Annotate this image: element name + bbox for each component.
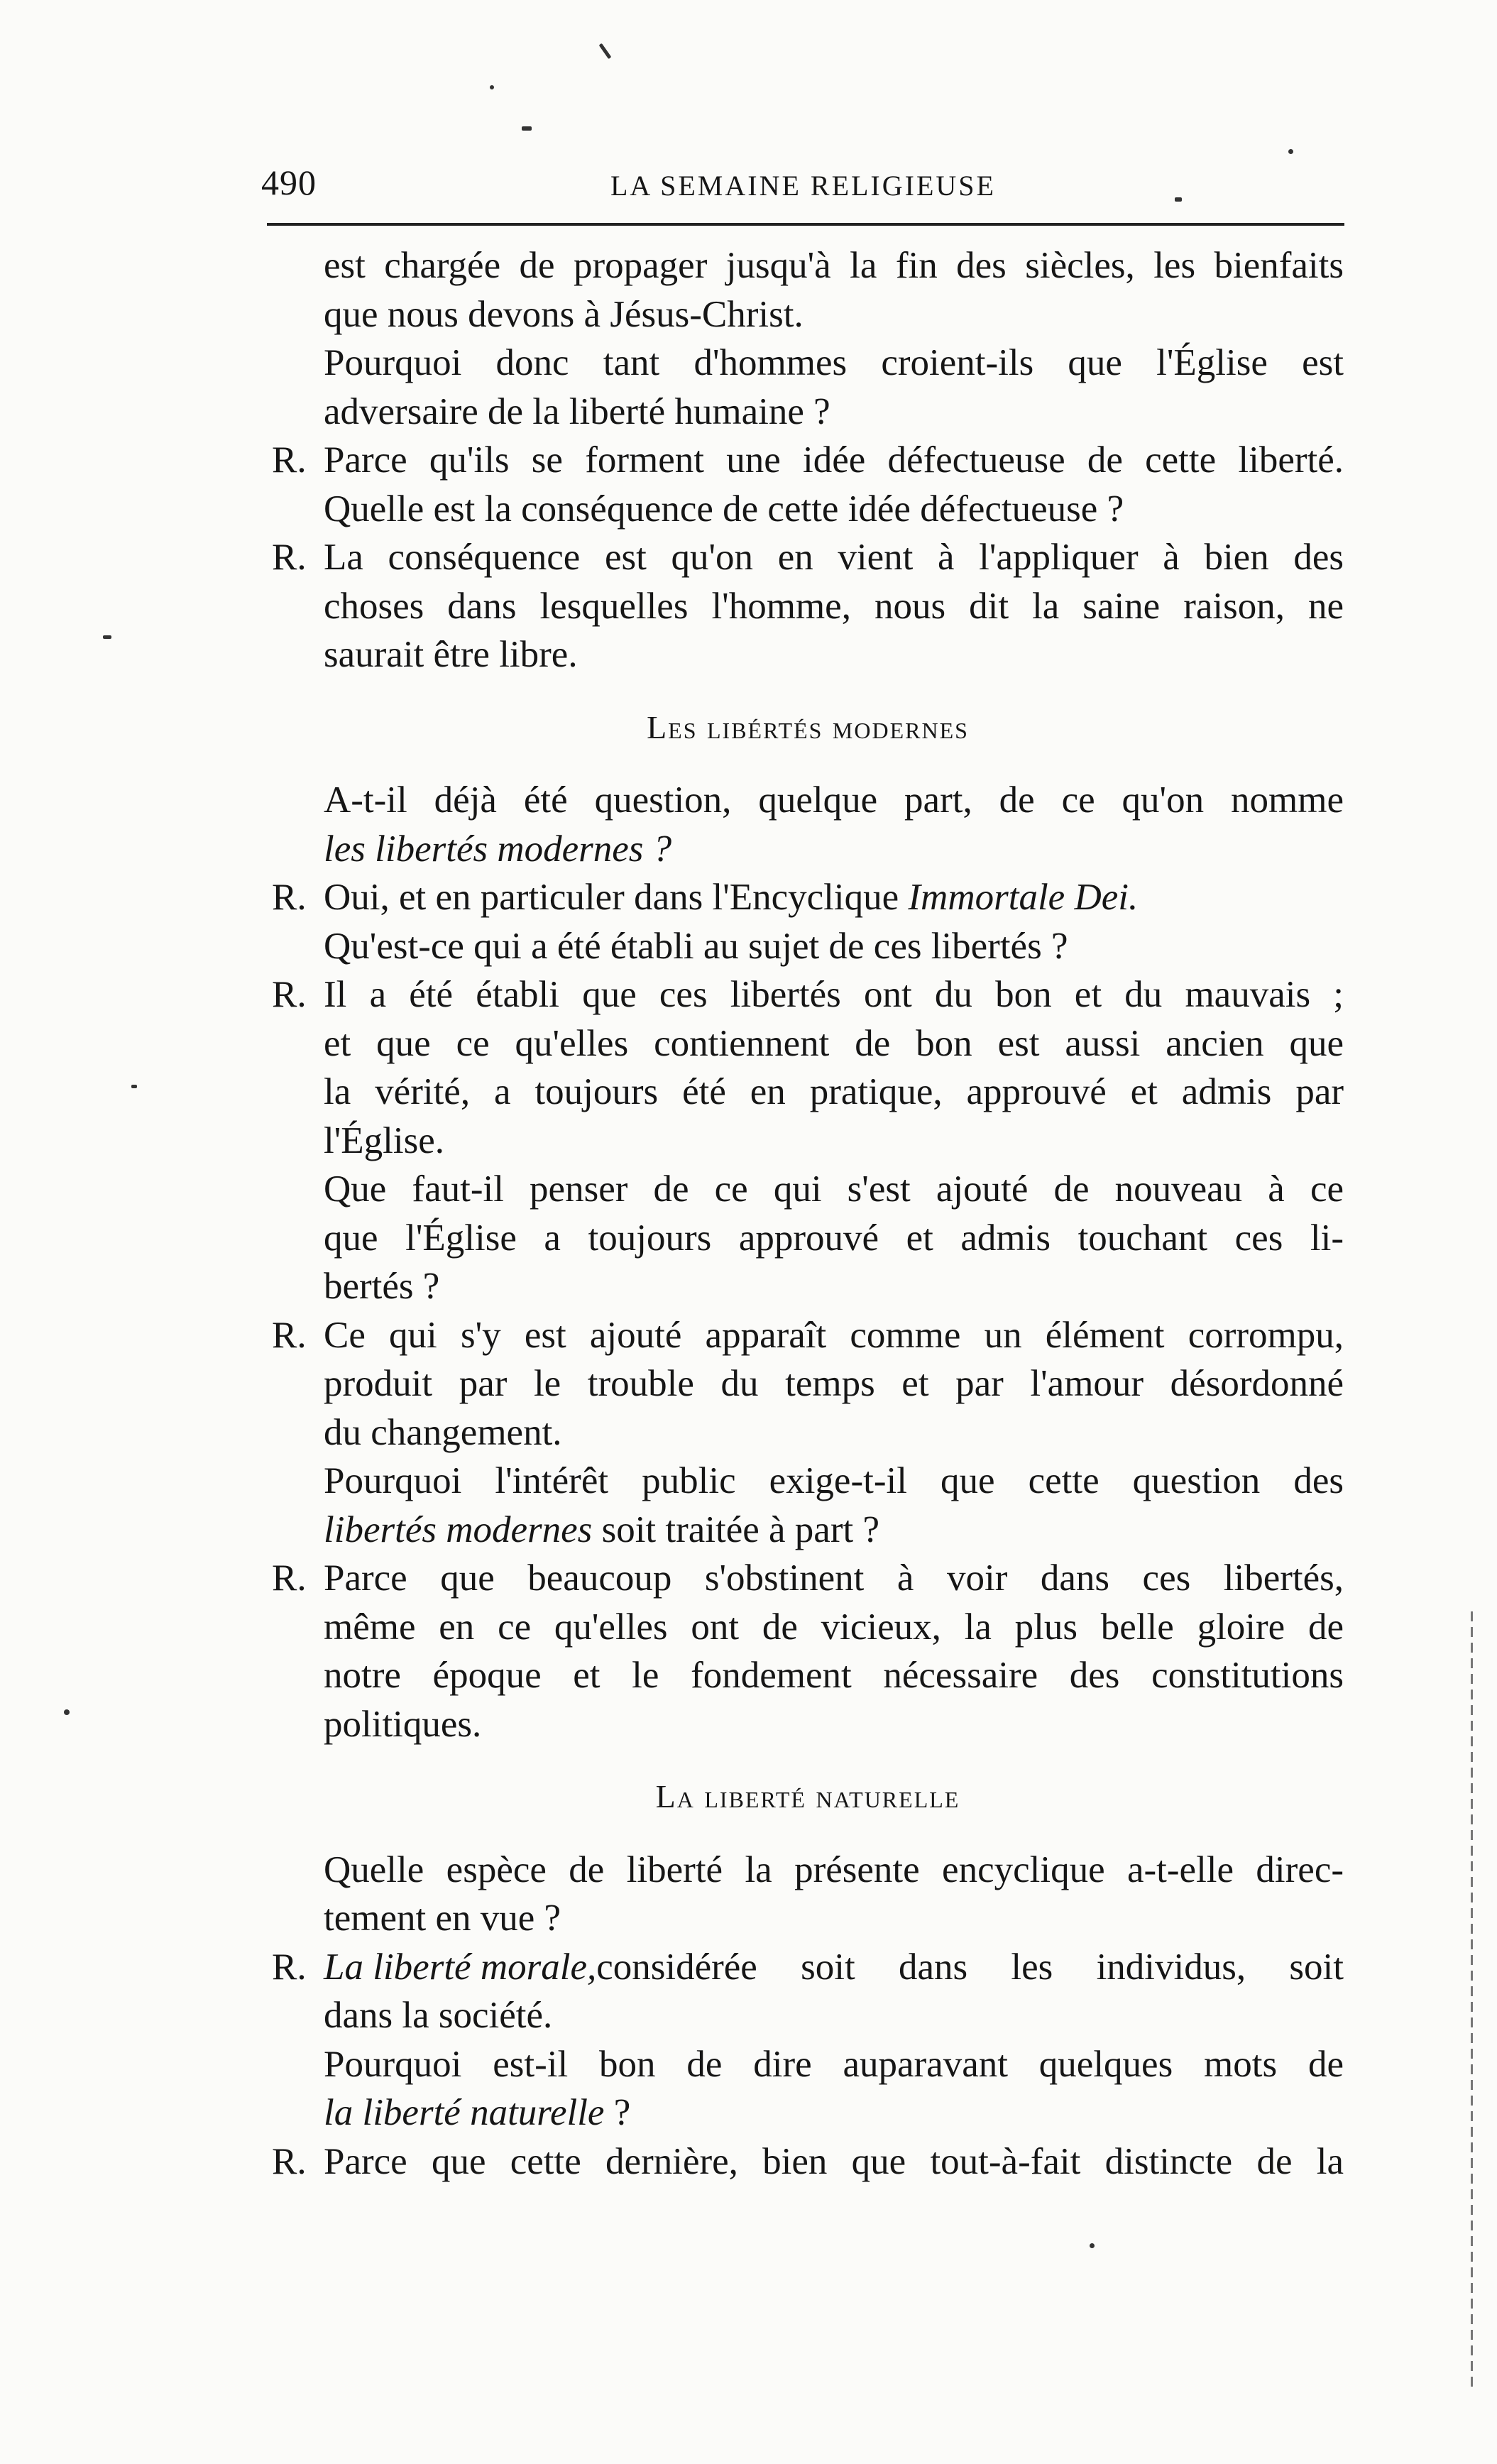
question-text: ? [604, 2092, 631, 2133]
answer-line: la vérité, a toujours été en pratique, approuvé et admis par [324, 1071, 1344, 1112]
question-line [272, 2088, 1344, 2137]
answer-marker: R. [272, 1946, 307, 1988]
question-line: que l'Église a toujours approuvé et admis touchant ces li- [324, 1217, 1344, 1259]
answer-line [272, 1554, 1344, 1603]
running-title: LA SEMAINE RELIGIEUSE [610, 170, 996, 202]
answer-line: du changement. [324, 1411, 562, 1453]
scan-speck [522, 126, 532, 131]
answer-line [272, 970, 1344, 1019]
answer-line: politiques. [324, 1703, 482, 1745]
scan-speck [1090, 2243, 1095, 2248]
answer-text: Il a été établi que ces libertés ont du bon et du mauvais ; [324, 974, 1344, 1015]
question-line: A-t-il déjà été question, quelque part, de ce qu'on nomme [324, 779, 1344, 821]
answer-text: Ce qui s'y est ajouté apparaît comme un élément corrompu, [324, 1314, 1344, 1356]
answer-text: Parce qu'ils se forment une idée défectueuse de cette liberté. [324, 439, 1344, 481]
question-line: Que faut-il penser de ce qui s'est ajouté de nouveau à ce [324, 1168, 1344, 1210]
scan-speck [599, 43, 612, 60]
header-rule [267, 223, 1344, 226]
text-line: est chargée de propager jusqu'à la fin des siècles, les bienfaits [324, 245, 1344, 286]
answer-line: choses dans lesquelles l'homme, nous dit la saine raison, ne [324, 585, 1344, 627]
question-line: Pourquoi l'intérêt public exige-t-il que cette question des [324, 1460, 1344, 1501]
italic-phrase: La liberté morale, [324, 1946, 597, 1988]
question-line: Quelle est la conséquence de cette idée défectueuse ? [324, 488, 1124, 530]
italic-phrase: la liberté naturelle [324, 2092, 605, 2133]
section-gap [272, 1822, 1344, 1846]
answer-line: l'Église. [324, 1119, 444, 1161]
section-gap [272, 679, 1344, 703]
scan-speck [131, 1085, 137, 1088]
answer-line [272, 533, 1344, 582]
italic-phrase: libertés modernes [324, 1508, 593, 1550]
question-line [272, 1506, 1344, 1555]
question-line: adversaire de la liberté humaine ? [324, 390, 830, 432]
page-number: 490 [261, 163, 317, 202]
answer-line [272, 1311, 1344, 1360]
answer-line: produit par le trouble du temps et par l'amour désordonné [324, 1363, 1344, 1404]
section-gap [272, 752, 1344, 776]
answer-marker: R. [272, 537, 307, 578]
answer-marker: R. [272, 974, 307, 1015]
scan-speck [1175, 197, 1182, 202]
answer-line: notre époque et le fondement nécessaire des constitutions [324, 1655, 1344, 1696]
section-gap [272, 1748, 1344, 1773]
question-line: Qu'est-ce qui a été établi au sujet de ces libertés ? [324, 925, 1068, 967]
answer-line: saurait être libre. [324, 634, 578, 675]
section-heading: La liberté naturelle [655, 1778, 960, 1814]
answer-marker: R. [272, 1557, 307, 1599]
question-line: les libertés modernes ? [324, 828, 672, 870]
scan-speck [490, 85, 494, 89]
answer-marker: R. [272, 439, 307, 481]
answer-marker: R. [272, 877, 307, 918]
scan-speck [103, 635, 111, 639]
answer-line [272, 2137, 1344, 2186]
answer-line [272, 1943, 1344, 1992]
section-heading: Les libértés modernes [647, 708, 969, 745]
question-line: Quelle espèce de liberté la présente encyclique a-t-elle direc- [324, 1849, 1344, 1890]
question-text: soit traitée à part ? [592, 1508, 879, 1550]
question-line: bertés ? [324, 1266, 440, 1307]
scan-edge-mark [1471, 1611, 1473, 2392]
question-line: tement en vue ? [324, 1898, 561, 1939]
answer-text: Parce que cette dernière, bien que tout-à-fait distincte de la [324, 2140, 1344, 2182]
answer-text: Oui, et en particuler dans l'Encyclique [324, 877, 909, 918]
answer-line: dans la société. [324, 1995, 553, 2036]
answer-marker: R. [272, 1314, 307, 1356]
answer-marker: R. [272, 2140, 307, 2182]
question-line: Pourquoi est-il bon de dire auparavant quelques mots de [324, 2043, 1344, 2085]
answer-line: même en ce qu'elles ont de vicieux, la plus belle gloire de [324, 1606, 1344, 1648]
answer-text: considérée soit dans les individus, soit [596, 1946, 1344, 1988]
answer-line: et que ce qu'elles contiennent de bon est aussi ancien que [324, 1022, 1344, 1064]
answer-text: La conséquence est qu'on en vient à l'appliquer à bien des [324, 537, 1344, 578]
encyclical-title: Immortale Dei. [908, 877, 1139, 918]
scan-speck [1288, 149, 1293, 154]
scan-speck [64, 1709, 70, 1715]
body-text [272, 241, 1344, 2186]
answer-line [272, 436, 1344, 485]
text-line: que nous devons à Jésus-Christ. [324, 293, 804, 335]
answer-text: Parce que beaucoup s'obstinent à voir dans ces libertés, [324, 1557, 1344, 1599]
answer-line [272, 873, 1344, 922]
question-line: Pourquoi donc tant d'hommes croient-ils que l'Église est [324, 342, 1344, 383]
